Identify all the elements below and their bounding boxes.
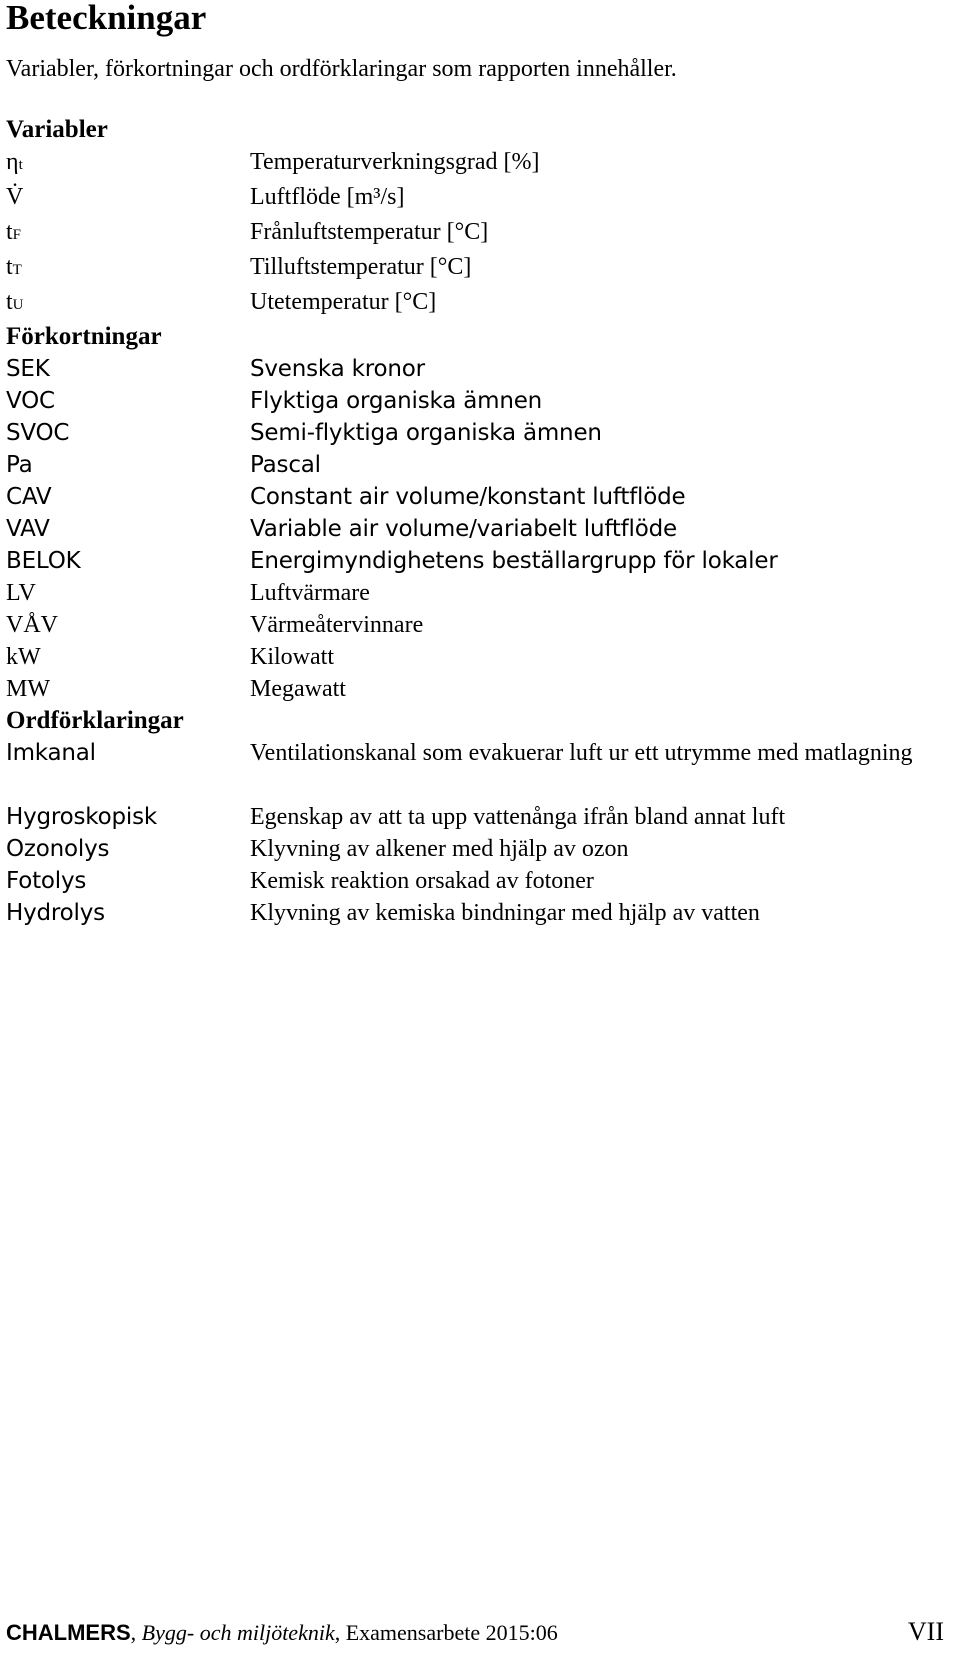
- variable-symbol-main: t: [6, 289, 13, 315]
- abbreviation-row: [6, 385, 946, 417]
- abbreviation-row: [6, 673, 946, 705]
- variable-description: Luftflöde [m³/s]: [250, 184, 405, 210]
- glossary-description: Klyvning av alkener med hjälp av ozon: [250, 836, 629, 862]
- glossary-term: Ozonolys: [6, 836, 110, 862]
- variable-symbol: [6, 181, 250, 216]
- variable-description: Temperaturverkningsgrad [%]: [250, 149, 540, 175]
- abbreviation-description: Värmeåtervinnare: [250, 612, 424, 638]
- abbreviation-row: [6, 641, 946, 673]
- abbreviation-description: Megawatt: [250, 676, 346, 702]
- abbreviation-row: [6, 353, 946, 385]
- abbreviation-term: VÅV: [6, 612, 58, 638]
- variable-row: [6, 181, 946, 216]
- variable-symbol-subscript: t: [18, 157, 23, 173]
- abbreviation-term: VOC: [6, 388, 55, 414]
- variable-symbol-main: t: [6, 254, 13, 280]
- variable-symbol-subscript: T: [12, 262, 22, 278]
- abbreviation-term: BELOK: [6, 548, 81, 574]
- variable-symbol-main: η: [6, 149, 19, 175]
- abbreviation-description: Svenska kronor: [250, 356, 425, 382]
- abbreviation-description: Energimyndighetens beställargrupp för lokaler: [250, 548, 778, 574]
- footer-citation: [6, 1620, 558, 1646]
- abbreviation-term: CAV: [6, 484, 52, 510]
- abbreviation-description: Variable air volume/variabelt luftflöde: [250, 516, 677, 542]
- glossary-description: Klyvning av kemiska bindningar med hjälp av vatten: [250, 900, 760, 926]
- abbreviation-description: Kilowatt: [250, 644, 334, 670]
- variable-row: [6, 251, 946, 286]
- variable-symbol: [6, 146, 250, 181]
- abbreviation-term: SVOC: [6, 420, 70, 446]
- abbreviation-description: Flyktiga organiska ämnen: [250, 388, 543, 414]
- variables-section: [6, 146, 946, 321]
- intro-text: Variabler, förkortningar och ordförklaringar som rapporten innehåller.: [6, 56, 677, 82]
- footer-report: , Examensarbete 2015:06: [334, 1620, 558, 1645]
- variable-row: [6, 146, 946, 181]
- glossary-term: Imkanal: [6, 740, 96, 766]
- abbreviation-description: Constant air volume/konstant luftflöde: [250, 484, 686, 510]
- variable-description: Frånluftstemperatur [°C]: [250, 219, 489, 245]
- abbreviation-row: [6, 481, 946, 513]
- abbreviation-description: Luftvärmare: [250, 580, 370, 606]
- abbreviation-row: [6, 545, 946, 577]
- abbreviation-term: Pa: [6, 452, 33, 478]
- footer-brand: CHALMERS: [6, 1620, 131, 1645]
- abbreviation-term: LV: [6, 580, 36, 606]
- abbreviation-term: VAV: [6, 516, 50, 542]
- glossary-heading: Ordförklaringar: [6, 707, 184, 734]
- abbreviation-term: MW: [6, 676, 50, 702]
- glossary-row: [6, 801, 946, 833]
- glossary-description: Kemisk reaktion orsakad av fotoner: [250, 868, 594, 894]
- glossary-description: Ventilationskanal som evakuerar luft ur ett utrymme med matlagning: [250, 740, 913, 766]
- abbreviation-row: [6, 449, 946, 481]
- abbreviation-row: [6, 417, 946, 449]
- abbreviation-row: [6, 577, 946, 609]
- glossary-row: [6, 833, 946, 865]
- page-number: VII: [907, 1617, 944, 1646]
- abbreviation-description: Pascal: [250, 452, 321, 478]
- abbreviations-section: [6, 353, 946, 705]
- variable-symbol-subscript: F: [12, 227, 22, 243]
- variable-symbol-subscript: U: [12, 297, 24, 313]
- abbreviation-description: Semi-flyktiga organiska ämnen: [250, 420, 602, 446]
- variable-symbol: [6, 216, 250, 251]
- glossary-term: Hygroskopisk: [6, 804, 157, 830]
- variable-symbol: [6, 251, 250, 286]
- abbreviations-heading: Förkortningar: [6, 323, 162, 350]
- variables-heading: Variabler: [6, 116, 108, 143]
- page-title: Beteckningar: [6, 0, 207, 37]
- page-footer: [6, 1617, 944, 1651]
- glossary-description: Egenskap av att ta upp vattenånga ifrån bland annat luft: [250, 804, 786, 830]
- glossary-row: [6, 865, 946, 897]
- variable-symbol-main: t: [6, 219, 13, 245]
- footer-department: Bygg- och miljöteknik: [141, 1620, 335, 1645]
- abbreviation-term: kW: [6, 644, 41, 670]
- variable-row: [6, 286, 946, 321]
- notation-list: [6, 114, 946, 929]
- variable-description: Utetemperatur [°C]: [250, 289, 437, 315]
- abbreviation-row: [6, 513, 946, 545]
- glossary-row: [6, 737, 946, 801]
- glossary-term: Hydrolys: [6, 900, 105, 926]
- variable-row: [6, 216, 946, 251]
- glossary-section: [6, 737, 946, 929]
- abbreviation-term: SEK: [6, 356, 50, 382]
- abbreviation-row: [6, 609, 946, 641]
- variable-symbol: [6, 286, 250, 321]
- variable-description: Tilluftstemperatur [°C]: [250, 254, 472, 280]
- glossary-row: [6, 897, 946, 929]
- variable-symbol-main: V̇: [6, 184, 24, 210]
- footer-separator: ,: [130, 1620, 142, 1645]
- glossary-term: Fotolys: [6, 868, 87, 894]
